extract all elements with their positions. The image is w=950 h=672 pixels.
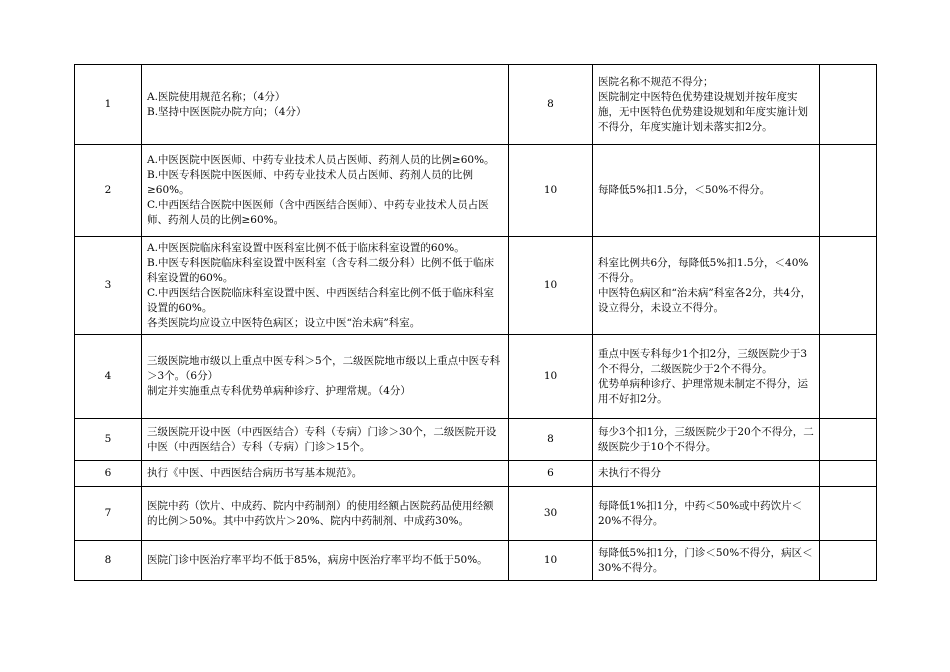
remark-cell [820,419,877,461]
table-row [75,237,877,335]
item-number: 3 [75,237,142,335]
remark-cell [820,145,877,237]
item-number: 5 [75,419,142,461]
item-score: 8 [509,65,593,145]
item-score: 30 [509,487,593,541]
scoring-rule: 科室比例共6分，每降低5%扣1.5分，＜40%不得分。 中医特色病区和“治未病”科室各2分，共4分，设立得分，未设立不得分。 [593,237,820,335]
item-content: 执行《中医、中西医结合病历书写基本规范》。 [142,461,509,487]
scoring-rule: 医院名称不规范不得分； 医院制定中医特色优势建设规划并按年度实施，无中医特色优势建设规划和年度实施计划不得分，年度实施计划未落实扣2分。 [593,65,820,145]
table-row [75,487,877,541]
scoring-rule: 未执行不得分 [593,461,820,487]
table-row [75,419,877,461]
table-row [75,145,877,237]
table-row [75,461,877,487]
item-content: 三级医院开设中医（中西医结合）专科（专病）门诊＞30个，二级医院开设中医（中西医结合）专科（专病）门诊＞15个。 [142,419,509,461]
item-score: 6 [509,461,593,487]
item-number: 4 [75,335,142,419]
table-row [75,335,877,419]
item-score: 10 [509,237,593,335]
item-number: 6 [75,461,142,487]
item-score: 8 [509,419,593,461]
evaluation-table [74,64,877,581]
table-row [75,541,877,581]
remark-cell [820,237,877,335]
scoring-rule: 每少3个扣1分，三级医院少于20个不得分，二级医院少于10个不得分。 [593,419,820,461]
remark-cell [820,487,877,541]
item-score: 10 [509,145,593,237]
table-row [75,65,877,145]
item-content: 医院中药（饮片、中成药、院内中药制剂）的使用经额占医院药品使用经额的比例＞50%。其中中药饮片＞20%、院内中药制剂、中成药30%。 [142,487,509,541]
item-content: A.中医医院中医医师、中药专业技术人员占医师、药剂人员的比例≥60%。 B.中医专科医院中医医师、中药专业技术人员占医师、药剂人员的比例≥60%。 C.中西医结合医院中医医师（含中西医结合医师）、中药专业技术人员占医师、药剂人员的比例≥60%。 [142,145,509,237]
item-number: 7 [75,487,142,541]
item-score: 10 [509,541,593,581]
item-content: A.医院使用规范名称；（4分） B.坚持中医医院办院方向；（4分） [142,65,509,145]
scoring-rule: 每降低1%扣1分，中药＜50%或中药饮片＜20%不得分。 [593,487,820,541]
remark-cell [820,335,877,419]
scoring-rule: 每降低5%扣1分，门诊＜50%不得分，病区＜30%不得分。 [593,541,820,581]
item-number: 1 [75,65,142,145]
scoring-rule: 重点中医专科每少1个扣2分，三级医院少于3个不得分，二级医院少于2个不得分。 优势单病种诊疗、护理常规未制定不得分，运用不好扣2分。 [593,335,820,419]
item-number: 8 [75,541,142,581]
remark-cell [820,461,877,487]
remark-cell [820,65,877,145]
item-content: 三级医院地市级以上重点中医专科＞5个，二级医院地市级以上重点中医专科＞3个。（6分） 制定并实施重点专科优势单病种诊疗、护理常规。（4分） [142,335,509,419]
remark-cell [820,541,877,581]
item-number: 2 [75,145,142,237]
scoring-rule: 每降低5%扣1.5分，＜50%不得分。 [593,145,820,237]
item-score: 10 [509,335,593,419]
item-content: 医院门诊中医治疗率平均不低于85%，病房中医治疗率平均不低于50%。 [142,541,509,581]
item-content: A.中医医院临床科室设置中医科室比例不低于临床科室设置的60%。 B.中医专科医院临床科室设置中医科室（含专科二级分科）比例不低于临床科室设置的60%。 C.中西医结合医院临床科室设置中医、中西医结合科室比例不低于临床科室设置的60%。 各类医院均应设立中医特色病区；设立中医“治未病”科室。 [142,237,509,335]
